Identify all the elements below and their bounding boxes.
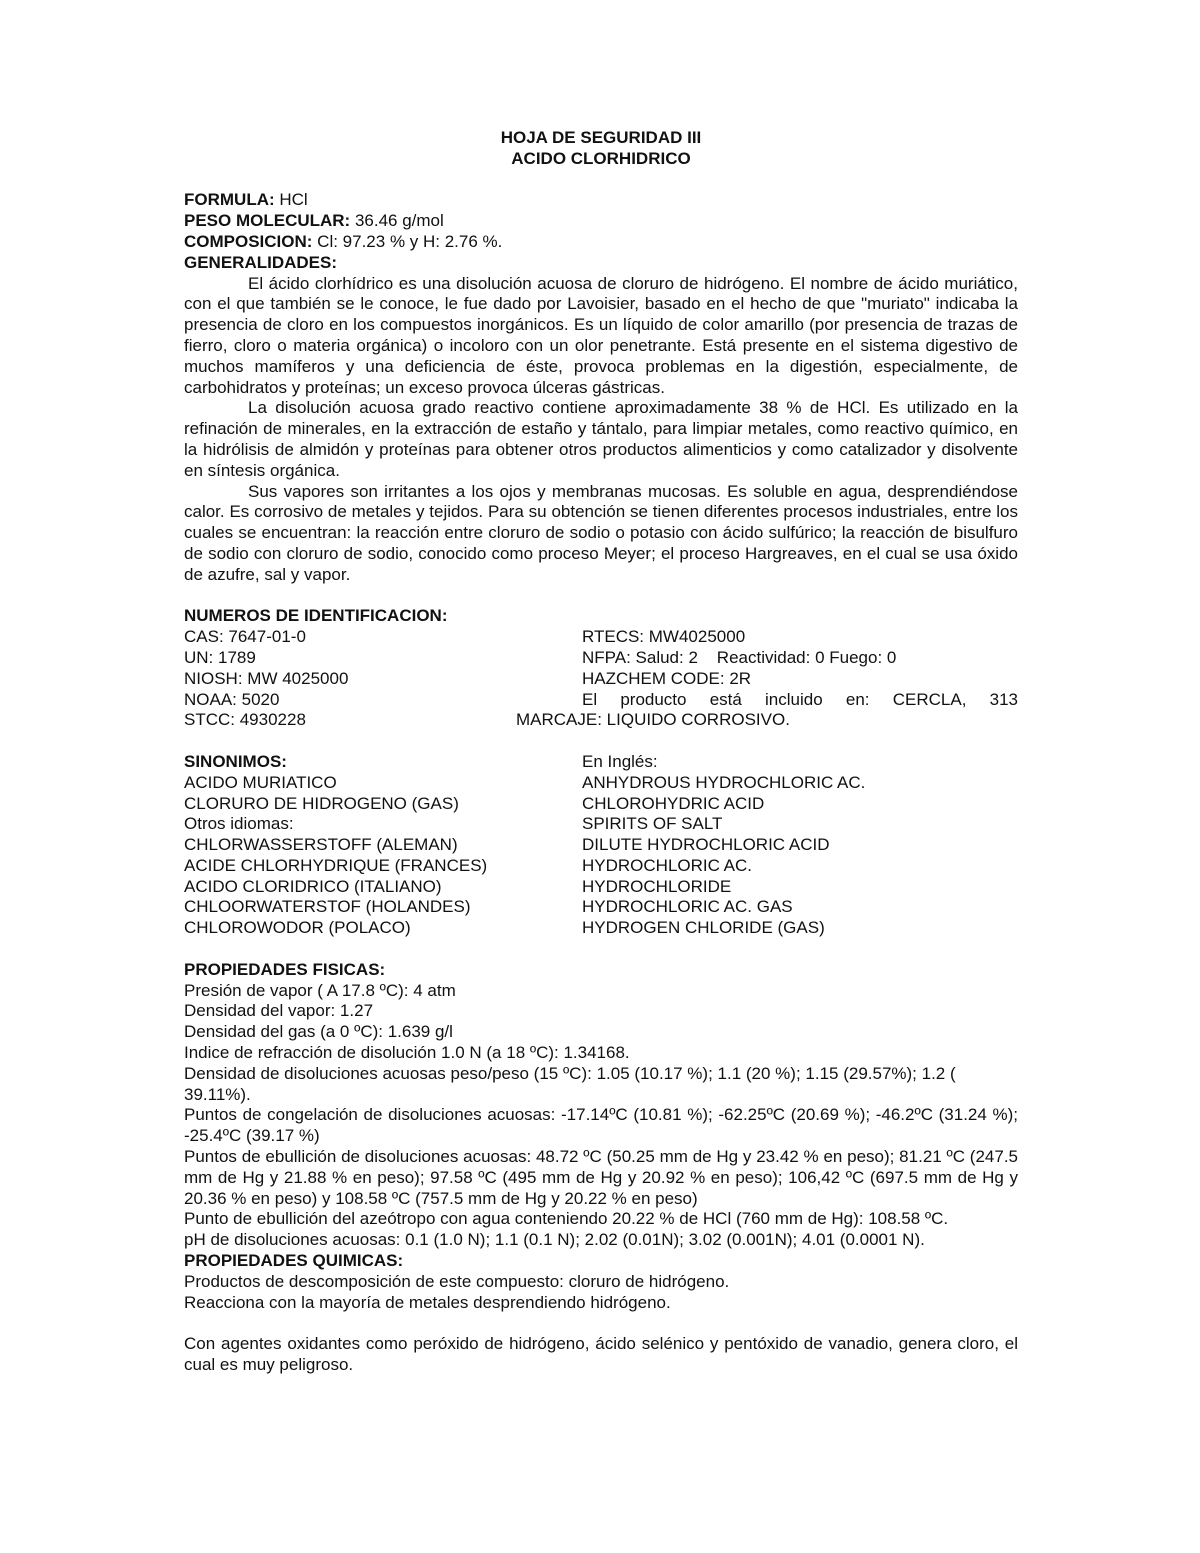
identificacion-last-row: [184, 710, 1018, 731]
sinonimo-item: HYDROGEN CHLORIDE (GAS): [582, 918, 825, 938]
id-cercla: El producto está incluido en: CERCLA, 313: [582, 689, 1018, 709]
fisica-line: Densidad del vapor: 1.27: [184, 1001, 374, 1021]
sinonimos-heading: SINONIMOS:: [184, 751, 287, 771]
id-hazchem: HAZCHEM CODE: 2R: [582, 668, 752, 688]
document-subtitle: ACIDO CLORHIDRICO: [511, 148, 691, 168]
composicion-label: COMPOSICION:: [184, 231, 313, 251]
identificacion-right: [582, 627, 1018, 710]
id-stcc: STCC: 4930228: [184, 710, 306, 730]
id-nfpa: NFPA: Salud: 2 Reactividad: 0 Fuego: 0: [582, 647, 897, 667]
generalidades-heading: GENERALIDADES:: [184, 252, 338, 272]
identificacion-left: [184, 627, 582, 710]
id-marcaje: MARCAJE: LIQUIDO CORROSIVO.: [516, 710, 790, 730]
sinonimo-item: En Inglés:: [582, 751, 658, 771]
formula-value: HCl: [274, 190, 308, 210]
sinonimo-item: Otros idiomas:: [184, 814, 294, 834]
sinonimo-item: ANHYDROUS HYDROCHLORIC AC.: [582, 772, 866, 792]
id-un: UN: 1789: [184, 647, 256, 667]
peso-label: PESO MOLECULAR:: [184, 211, 351, 231]
peso-line: [184, 211, 1018, 232]
sinonimo-item: HYDROCHLORIDE: [582, 876, 732, 896]
sinonimos-right: [582, 752, 1018, 939]
fisica-line: pH de disoluciones acuosas: 0.1 (1.0 N); 1.1 (0.1 N); 2.02 (0.01N); 3.02 (0.001N); 4.01 (0.0001 N).: [184, 1230, 925, 1250]
composicion-value: Cl: 97.23 % y H: 2.76 %.: [312, 231, 503, 251]
document-page: [184, 128, 1018, 1376]
document-title: HOJA DE SEGURIDAD III: [500, 128, 702, 147]
id-cas: CAS: 7647-01-0: [184, 627, 306, 647]
formula-label: FORMULA:: [184, 190, 275, 210]
id-rtecs: RTECS: MW4025000: [582, 627, 746, 647]
identificacion-row: [184, 627, 1018, 710]
fisica-line: Punto de ebullición del azeótropo con agua conteniendo 20.22 % de HCl (760 mm de Hg): 108.58 ºC.: [184, 1209, 949, 1229]
sinonimo-item: ACIDO MURIATICO: [184, 772, 337, 792]
quimica-line: Productos de descomposición de este compuesto: cloruro de hidrógeno.: [184, 1271, 730, 1291]
fisica-line: Puntos de ebullición de disoluciones acuosas: 48.72 ºC (50.25 mm de Hg y 23.42 % en peso); 81.21 ºC (247.5 mm de Hg y 21.88 % en peso); 97.58 ºC (495 mm de Hg y 20.92 % en peso); 106,42 ºC (697.5 mm de Hg y 20.36 % en peso) y 108.58 ºC (757.5 mm de Hg y 20.22 % en peso): [184, 1147, 1018, 1208]
peso-value: 36.46 g/mol: [350, 211, 444, 231]
fisica-line: Puntos de congelación de disoluciones acuosas: -17.14ºC (10.81 %); -62.25ºC (20.69 %); -46.2ºC (31.24 %); -25.4ºC (39.17 %): [184, 1105, 1018, 1146]
id-niosh: NIOSH: MW 4025000: [184, 668, 349, 688]
sinonimo-item: HYDROCHLORIC AC. GAS: [582, 897, 793, 917]
sinonimo-item: CHLOROHYDRIC ACID: [582, 793, 765, 813]
fisica-line: Densidad del gas (a 0 ºC): 1.639 g/l: [184, 1022, 453, 1042]
sinonimo-item: ACIDO CLORIDRICO (ITALIANO): [184, 876, 442, 896]
identificacion-heading: NUMEROS DE IDENTIFICACION:: [184, 606, 448, 626]
sinonimo-item: CLORURO DE HIDROGENO (GAS): [184, 793, 459, 813]
formula-line: [184, 190, 1018, 211]
quimica-line: Con agentes oxidantes como peróxido de hidrógeno, ácido selénico y pentóxido de vanadio, genera cloro, el cual es muy peligroso.: [184, 1334, 1018, 1375]
sinonimo-item: CHLORWASSERSTOFF (ALEMAN): [184, 835, 458, 855]
generalidades-paragraph-1: El ácido clorhídrico es una disolución acuosa de cloruro de hidrógeno. El nombre de ácido muriático, con el que también se le conoce, le fue dado por Lavoisier, basado en el hecho de que "muriato" indicaba la presencia de cloro en los compuestos inorgánicos. Es un líquido de color amarillo (por presencia de trazas de fierro, cloro o materia orgánica) o incoloro con un olor penetrante. Está presente en el sistema digestivo de muchos mamíferos y una deficiencia de éste, provoca problemas en la digestión, especialmente, de carbohidratos y proteínas; un exceso provoca úlceras gástricas.: [184, 273, 1018, 397]
sinonimo-item: CHLOORWATERSTOF (HOLANDES): [184, 897, 471, 917]
fisica-line: Presión de vapor ( A 17.8 ºC): 4 atm: [184, 980, 456, 1000]
sinonimo-item: SPIRITS OF SALT: [582, 814, 723, 834]
sinonimo-item: HYDROCHLORIC AC.: [582, 855, 753, 875]
composicion-line: [184, 232, 1018, 253]
sinonimo-item: CHLOROWODOR (POLACO): [184, 918, 411, 938]
id-noaa: NOAA: 5020: [184, 689, 280, 709]
quimica-line: Reacciona con la mayoría de metales desprendiendo hidrógeno.: [184, 1292, 671, 1312]
fisica-line: Indice de refracción de disolución 1.0 N (a 18 ºC): 1.34168.: [184, 1043, 630, 1063]
generalidades-paragraph-3: Sus vapores son irritantes a los ojos y membranas mucosas. Es soluble en agua, desprendiéndose calor. Es corrosivo de metales y tejidos. Para su obtención se tienen diferentes procesos industriales, entre los cuales se encuentran: la reacción entre cloruro de sodio o potasio con ácido sulfúrico; la reacción de bisulfuro de sodio con cloruro de sodio, conocido como proceso Meyer; el proceso Hargreaves, en el cual se usa óxido de azufre, sal y vapor.: [184, 481, 1018, 584]
generalidades-paragraph-2: La disolución acuosa grado reactivo contiene aproximadamente 38 % de HCl. Es utilizado en la refinación de minerales, en la extracción de estaño y tántalo, para limpiar metales, como reactivo químico, en la hidrólisis de almidón y proteínas para obtener otros productos alimenticios y como catalizador y disolvente en síntesis orgánica.: [184, 398, 1018, 480]
sinonimo-item: ACIDE CHLORHYDRIQUE (FRANCES): [184, 855, 488, 875]
fisicas-heading: PROPIEDADES FISICAS:: [184, 959, 386, 979]
sinonimos-section: [184, 752, 1018, 939]
sinonimos-left: [184, 752, 582, 939]
fisica-line: Densidad de disoluciones acuosas peso/peso (15 ºC): 1.05 (10.17 %); 1.1 (20 %); 1.15 (29.57%); 1.2 ( 39.11%).: [184, 1063, 956, 1104]
sinonimo-item: DILUTE HYDROCHLORIC ACID: [582, 835, 830, 855]
quimicas-heading: PROPIEDADES QUIMICAS:: [184, 1251, 404, 1271]
